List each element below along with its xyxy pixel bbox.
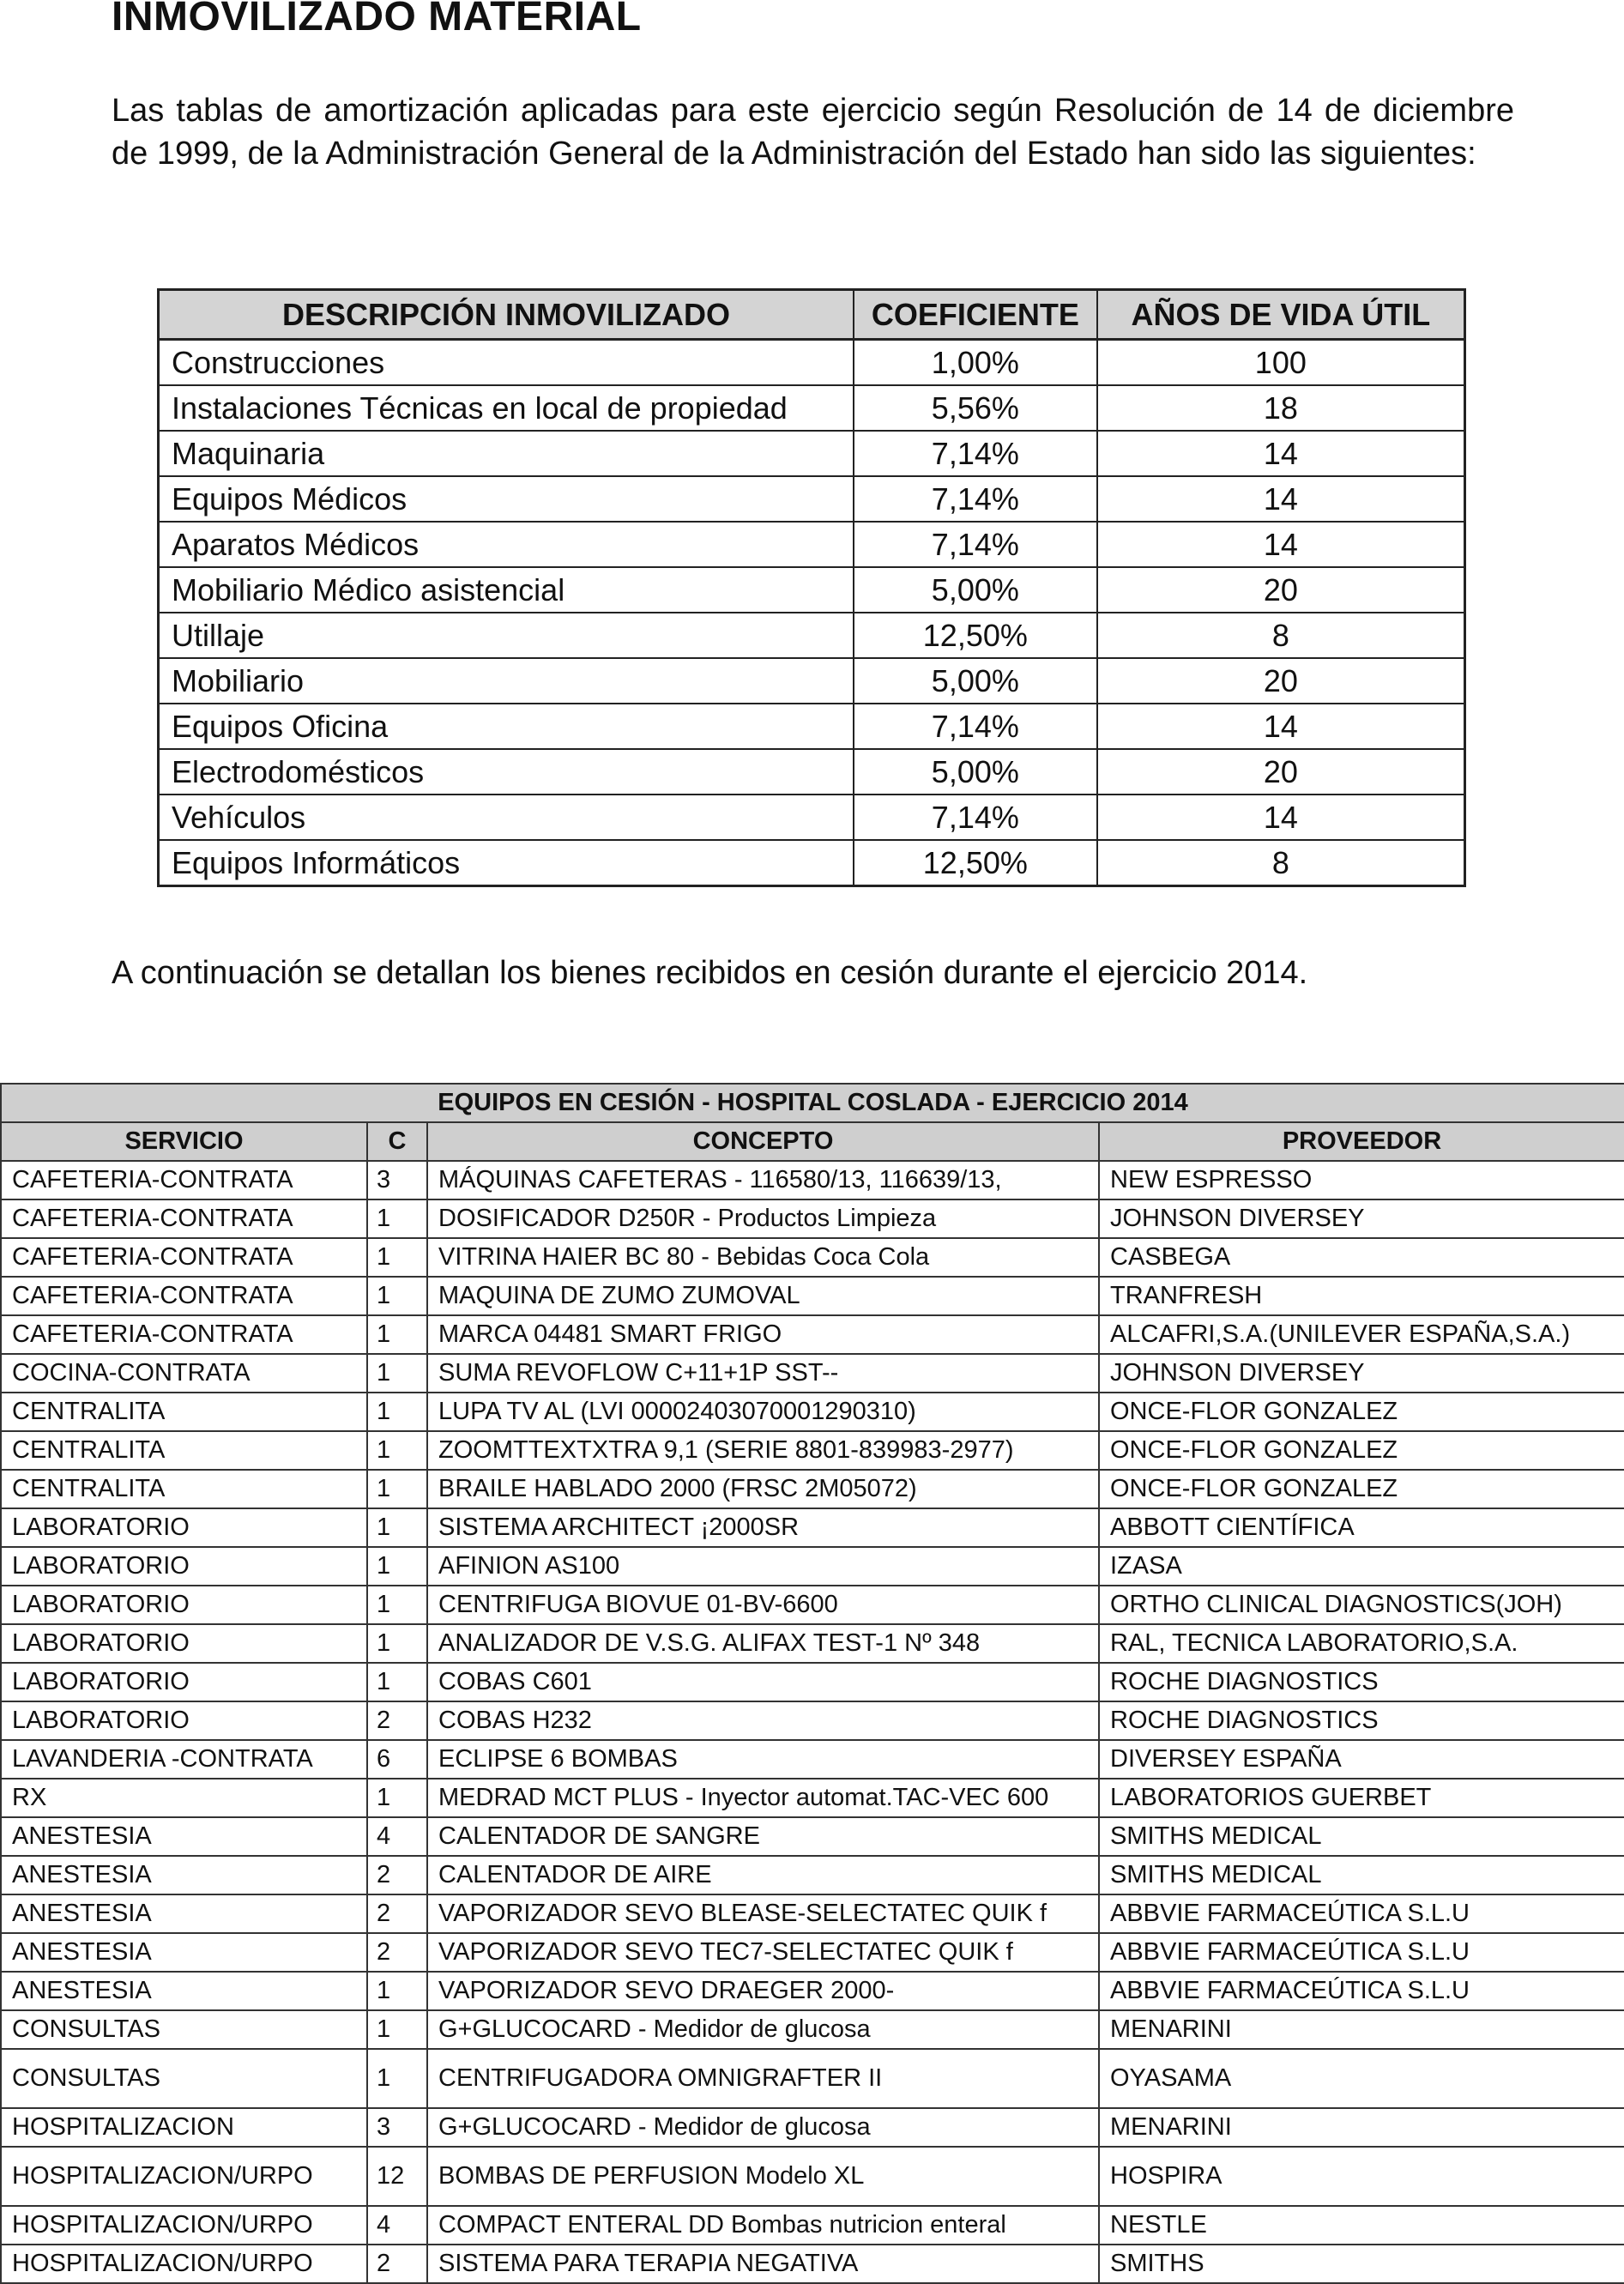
cell-cantidad: 1: [367, 1663, 427, 1701]
cell-proveedor: ROCHE DIAGNOSTICS: [1099, 1663, 1624, 1701]
cell-cantidad: 1: [367, 1779, 427, 1817]
cell-descripcion: Mobiliario: [159, 658, 854, 704]
cell-servicio: ANESTESIA: [1, 1933, 367, 1972]
cell-concepto: CENTRIFUGADORA OMNIGRAFTER II: [427, 2049, 1099, 2108]
cell-servicio: COCINA-CONTRATA: [1, 1354, 367, 1393]
cell-cantidad: 1: [367, 1199, 427, 1238]
cell-proveedor: ONCE-FLOR GONZALEZ: [1099, 1470, 1624, 1508]
cell-servicio: CAFETERIA-CONTRATA: [1, 1199, 367, 1238]
cell-servicio: HOSPITALIZACION/URPO: [1, 2206, 367, 2245]
cell-concepto: COBAS C601: [427, 1663, 1099, 1701]
cell-cantidad: 1: [367, 1277, 427, 1315]
cell-proveedor: NEW ESPRESSO: [1099, 1161, 1624, 1199]
cell-descripcion: Equipos Oficina: [159, 704, 854, 749]
continuation-paragraph: A continuación se detallan los bienes recibidos en cesión durante el ejercicio 2014.: [112, 955, 1308, 991]
table-row: [159, 749, 1465, 795]
cell-descripcion: Electrodomésticos: [159, 749, 854, 795]
cell-proveedor: SMITHS: [1099, 2245, 1624, 2283]
table-row: [1, 1663, 1624, 1701]
table-row: [1, 1586, 1624, 1624]
cell-concepto: VITRINA HAIER BC 80 - Bebidas Coca Cola: [427, 1238, 1099, 1277]
cell-servicio: LABORATORIO: [1, 1586, 367, 1624]
table-row: [1, 1624, 1624, 1663]
cell-concepto: COBAS H232: [427, 1701, 1099, 1740]
cell-servicio: HOSPITALIZACION/URPO: [1, 2147, 367, 2206]
cell-proveedor: SMITHS MEDICAL: [1099, 1817, 1624, 1856]
equipment-caption-row: [1, 1084, 1624, 1122]
page-title: INMOVILIZADO MATERIAL: [112, 0, 642, 39]
cell-servicio: CENTRALITA: [1, 1431, 367, 1470]
cell-cantidad: 2: [367, 1933, 427, 1972]
cell-concepto: VAPORIZADOR SEVO TEC7-SELECTATEC QUIK f: [427, 1933, 1099, 1972]
cell-servicio: LABORATORIO: [1, 1508, 367, 1547]
cell-servicio: ANESTESIA: [1, 1972, 367, 2010]
cell-cantidad: 1: [367, 1624, 427, 1663]
cell-anos: 20: [1097, 749, 1465, 795]
cell-proveedor: MENARINI: [1099, 2010, 1624, 2049]
cell-coeficiente: 5,00%: [854, 749, 1097, 795]
cell-anos: 14: [1097, 704, 1465, 749]
cell-cantidad: 1: [367, 1508, 427, 1547]
header-servicio: SERVICIO: [1, 1122, 367, 1161]
table-row: [1, 1199, 1624, 1238]
cell-cantidad: 1: [367, 2049, 427, 2108]
equipment-table: [0, 1083, 1624, 2284]
cell-proveedor: ALCAFRI,S.A.(UNILEVER ESPAÑA,S.A.): [1099, 1315, 1624, 1354]
header-c: C: [367, 1122, 427, 1161]
cell-proveedor: ABBVIE FARMACEÚTICA S.L.U: [1099, 1894, 1624, 1933]
cell-coeficiente: 7,14%: [854, 431, 1097, 476]
cell-anos: 14: [1097, 431, 1465, 476]
cell-cantidad: 12: [367, 2147, 427, 2206]
cell-descripcion: Utillaje: [159, 613, 854, 658]
table-row: [159, 658, 1465, 704]
cell-proveedor: NESTLE: [1099, 2206, 1624, 2245]
cell-proveedor: CASBEGA: [1099, 1238, 1624, 1277]
cell-anos: 20: [1097, 658, 1465, 704]
cell-proveedor: RAL, TECNICA LABORATORIO,S.A.: [1099, 1624, 1624, 1663]
table-row: [159, 840, 1465, 886]
cell-descripcion: Instalaciones Técnicas en local de propiedad: [159, 385, 854, 431]
table-row: [159, 522, 1465, 567]
cell-concepto: ZOOMTTEXTXTRA 9,1 (SERIE 8801-839983-2977): [427, 1431, 1099, 1470]
cell-concepto: MÁQUINAS CAFETERAS - 116580/13, 116639/13,: [427, 1161, 1099, 1199]
table-row: [1, 2206, 1624, 2245]
table-row: [1, 1354, 1624, 1393]
equipment-header-row: [1, 1122, 1624, 1161]
equipment-caption: EQUIPOS EN CESIÓN - HOSPITAL COSLADA - EJERCICIO 2014: [1, 1084, 1624, 1122]
cell-servicio: CAFETERIA-CONTRATA: [1, 1161, 367, 1199]
cell-concepto: MARCA 04481 SMART FRIGO: [427, 1315, 1099, 1354]
header-proveedor: PROVEEDOR: [1099, 1122, 1624, 1161]
cell-proveedor: ABBVIE FARMACEÚTICA S.L.U: [1099, 1933, 1624, 1972]
intro-paragraph: Las tablas de amortización aplicadas para este ejercicio según Resolución de 14 de diciembre de 1999, de la Administración General de la Administración del Estado han sido las siguientes:: [112, 93, 1514, 172]
cell-servicio: LABORATORIO: [1, 1663, 367, 1701]
cell-cantidad: 3: [367, 1161, 427, 1199]
cell-servicio: ANESTESIA: [1, 1856, 367, 1894]
cell-descripcion: Aparatos Médicos: [159, 522, 854, 567]
cell-proveedor: ONCE-FLOR GONZALEZ: [1099, 1393, 1624, 1431]
table-row: [1, 2010, 1624, 2049]
cell-coeficiente: 7,14%: [854, 522, 1097, 567]
cell-servicio: CAFETERIA-CONTRATA: [1, 1238, 367, 1277]
table-row: [1, 1817, 1624, 1856]
table-row: [1, 1238, 1624, 1277]
table-row: [159, 385, 1465, 431]
cell-proveedor: LABORATORIOS GUERBET: [1099, 1779, 1624, 1817]
equipment-table-body: [1, 1161, 1624, 2283]
cell-cantidad: 1: [367, 1547, 427, 1586]
cell-concepto: MEDRAD MCT PLUS - Inyector automat.TAC-VEC 600: [427, 1779, 1099, 1817]
table-row: [1, 2108, 1624, 2147]
cell-concepto: CALENTADOR DE AIRE: [427, 1856, 1099, 1894]
cell-anos: 14: [1097, 476, 1465, 522]
cell-coeficiente: 5,00%: [854, 567, 1097, 613]
cell-descripcion: Equipos Médicos: [159, 476, 854, 522]
cell-anos: 20: [1097, 567, 1465, 613]
cell-concepto: MAQUINA DE ZUMO ZUMOVAL: [427, 1277, 1099, 1315]
cell-cantidad: 6: [367, 1740, 427, 1779]
cell-proveedor: HOSPIRA: [1099, 2147, 1624, 2206]
cell-servicio: CENTRALITA: [1, 1470, 367, 1508]
cell-coeficiente: 7,14%: [854, 704, 1097, 749]
cell-cantidad: 2: [367, 1701, 427, 1740]
table-row: [1, 2245, 1624, 2283]
table-row: [1, 1277, 1624, 1315]
cell-cantidad: 2: [367, 2245, 427, 2283]
table-row: [1, 2147, 1624, 2206]
table-row: [1, 1508, 1624, 1547]
cell-coeficiente: 1,00%: [854, 340, 1097, 386]
cell-concepto: COMPACT ENTERAL DD Bombas nutricion enteral: [427, 2206, 1099, 2245]
cell-proveedor: ROCHE DIAGNOSTICS: [1099, 1701, 1624, 1740]
cell-servicio: RX: [1, 1779, 367, 1817]
cell-cantidad: 4: [367, 1817, 427, 1856]
header-descripcion: DESCRIPCIÓN INMOVILIZADO: [159, 290, 854, 340]
table-row: [1, 1701, 1624, 1740]
cell-anos: 8: [1097, 840, 1465, 886]
cell-coeficiente: 5,56%: [854, 385, 1097, 431]
cell-concepto: AFINION AS100: [427, 1547, 1099, 1586]
table-row: [1, 2049, 1624, 2108]
cell-proveedor: JOHNSON DIVERSEY: [1099, 1199, 1624, 1238]
cell-concepto: LUPA TV AL (LVI 00002403070001290310): [427, 1393, 1099, 1431]
header-anos-vida-util: AÑOS DE VIDA ÚTIL: [1097, 290, 1465, 340]
cell-concepto: G+GLUCOCARD - Medidor de glucosa: [427, 2108, 1099, 2147]
cell-servicio: CONSULTAS: [1, 2010, 367, 2049]
cell-cantidad: 2: [367, 1894, 427, 1933]
cell-cantidad: 1: [367, 1470, 427, 1508]
cell-proveedor: TRANFRESH: [1099, 1277, 1624, 1315]
table-row: [159, 613, 1465, 658]
cell-servicio: HOSPITALIZACION/URPO: [1, 2245, 367, 2283]
amortization-table-body: [159, 340, 1465, 886]
cell-servicio: LAVANDERIA -CONTRATA: [1, 1740, 367, 1779]
amortization-header-row: [159, 290, 1465, 340]
cell-servicio: CAFETERIA-CONTRATA: [1, 1277, 367, 1315]
cell-servicio: CONSULTAS: [1, 2049, 367, 2108]
cell-descripcion: Equipos Informáticos: [159, 840, 854, 886]
cell-concepto: BRAILE HABLADO 2000 (FRSC 2M05072): [427, 1470, 1099, 1508]
amortization-table: [157, 288, 1466, 887]
table-row: [159, 795, 1465, 840]
cell-servicio: ANESTESIA: [1, 1817, 367, 1856]
cell-cantidad: 1: [367, 1586, 427, 1624]
cell-concepto: ANALIZADOR DE V.S.G. ALIFAX TEST-1 Nº 348: [427, 1624, 1099, 1663]
cell-proveedor: ORTHO CLINICAL DIAGNOSTICS(JOH): [1099, 1586, 1624, 1624]
cell-cantidad: 3: [367, 2108, 427, 2147]
cell-concepto: BOMBAS DE PERFUSION Modelo XL: [427, 2147, 1099, 2206]
table-row: [159, 704, 1465, 749]
cell-cantidad: 1: [367, 2010, 427, 2049]
table-row: [1, 1779, 1624, 1817]
cell-proveedor: ABBVIE FARMACEÚTICA S.L.U: [1099, 1972, 1624, 2010]
cell-servicio: HOSPITALIZACION: [1, 2108, 367, 2147]
cell-descripcion: Vehículos: [159, 795, 854, 840]
cell-proveedor: JOHNSON DIVERSEY: [1099, 1354, 1624, 1393]
cell-anos: 14: [1097, 795, 1465, 840]
cell-proveedor: DIVERSEY ESPAÑA: [1099, 1740, 1624, 1779]
cell-proveedor: ABBOTT CIENTÍFICA: [1099, 1508, 1624, 1547]
table-row: [1, 1933, 1624, 1972]
cell-concepto: SUMA REVOFLOW C+11+1P SST--: [427, 1354, 1099, 1393]
cell-concepto: SISTEMA PARA TERAPIA NEGATIVA: [427, 2245, 1099, 2283]
table-row: [1, 1547, 1624, 1586]
header-concepto: CONCEPTO: [427, 1122, 1099, 1161]
cell-servicio: LABORATORIO: [1, 1547, 367, 1586]
cell-coeficiente: 5,00%: [854, 658, 1097, 704]
cell-coeficiente: 12,50%: [854, 840, 1097, 886]
cell-descripcion: Mobiliario Médico asistencial: [159, 567, 854, 613]
cell-cantidad: 1: [367, 1238, 427, 1277]
table-row: [1, 1894, 1624, 1933]
cell-cantidad: 1: [367, 1431, 427, 1470]
cell-servicio: CENTRALITA: [1, 1393, 367, 1431]
table-row: [159, 431, 1465, 476]
cell-coeficiente: 12,50%: [854, 613, 1097, 658]
cell-proveedor: MENARINI: [1099, 2108, 1624, 2147]
cell-concepto: SISTEMA ARCHITECT ¡2000SR: [427, 1508, 1099, 1547]
cell-anos: 18: [1097, 385, 1465, 431]
table-row: [1, 1972, 1624, 2010]
cell-proveedor: SMITHS MEDICAL: [1099, 1856, 1624, 1894]
header-coeficiente: COEFICIENTE: [854, 290, 1097, 340]
cell-concepto: CALENTADOR DE SANGRE: [427, 1817, 1099, 1856]
cell-servicio: ANESTESIA: [1, 1894, 367, 1933]
table-row: [1, 1740, 1624, 1779]
cell-descripcion: Construcciones: [159, 340, 854, 386]
cell-concepto: VAPORIZADOR SEVO BLEASE-SELECTATEC QUIK f: [427, 1894, 1099, 1933]
cell-anos: 8: [1097, 613, 1465, 658]
cell-cantidad: 1: [367, 1393, 427, 1431]
cell-cantidad: 1: [367, 1354, 427, 1393]
table-row: [159, 476, 1465, 522]
table-row: [159, 567, 1465, 613]
cell-cantidad: 2: [367, 1856, 427, 1894]
cell-cantidad: 1: [367, 1972, 427, 2010]
cell-cantidad: 1: [367, 1315, 427, 1354]
cell-proveedor: OYASAMA: [1099, 2049, 1624, 2108]
table-row: [1, 1431, 1624, 1470]
cell-concepto: G+GLUCOCARD - Medidor de glucosa: [427, 2010, 1099, 2049]
table-row: [1, 1161, 1624, 1199]
cell-servicio: CAFETERIA-CONTRATA: [1, 1315, 367, 1354]
cell-concepto: VAPORIZADOR SEVO DRAEGER 2000-: [427, 1972, 1099, 2010]
cell-anos: 14: [1097, 522, 1465, 567]
table-row: [1, 1470, 1624, 1508]
cell-descripcion: Maquinaria: [159, 431, 854, 476]
table-row: [1, 1856, 1624, 1894]
cell-coeficiente: 7,14%: [854, 795, 1097, 840]
cell-servicio: LABORATORIO: [1, 1701, 367, 1740]
cell-concepto: ECLIPSE 6 BOMBAS: [427, 1740, 1099, 1779]
cell-servicio: LABORATORIO: [1, 1624, 367, 1663]
cell-coeficiente: 7,14%: [854, 476, 1097, 522]
cell-concepto: CENTRIFUGA BIOVUE 01-BV-6600: [427, 1586, 1099, 1624]
table-row: [1, 1315, 1624, 1354]
table-row: [159, 340, 1465, 386]
cell-proveedor: ONCE-FLOR GONZALEZ: [1099, 1431, 1624, 1470]
cell-concepto: DOSIFICADOR D250R - Productos Limpieza: [427, 1199, 1099, 1238]
table-row: [1, 1393, 1624, 1431]
cell-proveedor: IZASA: [1099, 1547, 1624, 1586]
cell-cantidad: 4: [367, 2206, 427, 2245]
cell-anos: 100: [1097, 340, 1465, 386]
